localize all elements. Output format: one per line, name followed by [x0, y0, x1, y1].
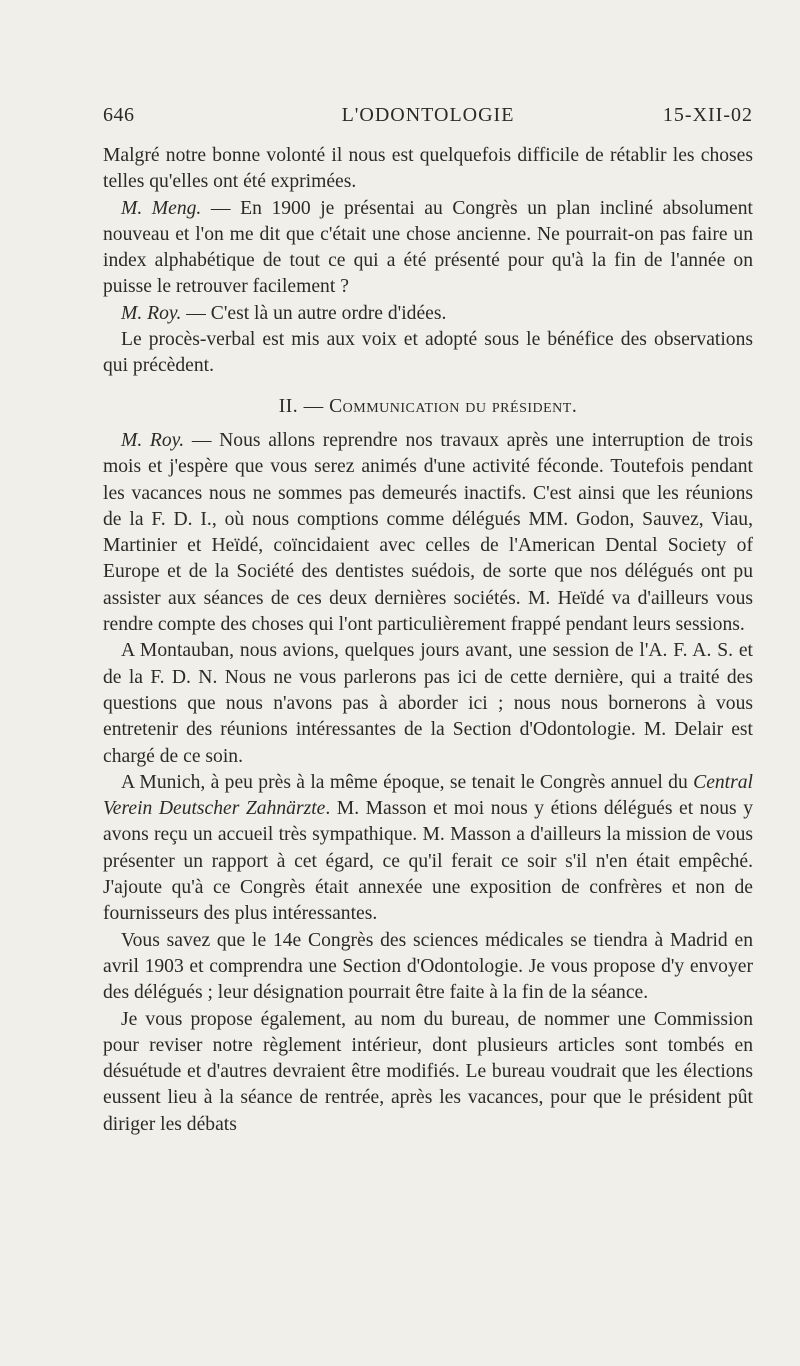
page-number: 646 — [103, 104, 135, 126]
speaker-name: M. Roy. — [121, 302, 182, 324]
speech-text: — C'est là un autre ordre d'idées. — [181, 302, 447, 324]
paragraph: Malgré notre bonne volonté il nous est quelquefois difficile de rétablir les choses telles qu'elles ont été exprimées. — [103, 145, 753, 193]
speaker-name: M. Roy. — [121, 429, 185, 451]
paragraph — [103, 770, 753, 928]
issue-date: 15-XII-02 — [662, 104, 753, 126]
paragraph — [103, 301, 753, 327]
organization-name: Central Verein Deutscher Zahnärzte — [103, 771, 753, 820]
paragraph: Vous savez que le 14e Congrès des sciences médicales se tiendra à Madrid en avril 1903 et comprendra une Section d'Odontologie. Je vous propose d'y envoyer des délégués ; leur désignation pourrait être faite à la fin de la séance. — [103, 929, 753, 1004]
paragraph: Je vous propose également, au nom du bureau, de nommer une Commission pour reviser notre règlement intérieur, dont plusieurs articles sont tombés en désuétude et d'autres devraient être modifiés. Le bureau voudrait que les élections eussent lieu à la séance de rentrée, après les vacances, pour que le président pût diriger les débats — [103, 1008, 753, 1135]
text-run: . M. Masson et moi nous y étions délégués et nous y avons reçu un accueil très sympathique. M. Masson a d'ailleurs la mission de vous présenter un rapport à cet égard, ce qu'il ferait ce soir s'il n'en était empêché. J'ajoute qu'à ce Congrès était annexée une exposition de confrères et non de fournisseurs des plus intéressantes. — [103, 798, 753, 925]
speech-text: — En 1900 je présentai au Congrès un plan incliné absolument nouveau et l'on me dit que c'était une chose ancienne. Ne pourrait-on pas faire un index alphabétique de tout ce qui a été présenté pour qu'à la fin de l'année on puisse le retrouver facilement ? — [103, 197, 753, 298]
text-run: A Munich, à peu près à la même époque, se tenait le Congrès annuel du — [121, 771, 694, 793]
paragraph — [103, 428, 753, 638]
speech-text: — Nous allons reprendre nos travaux après une interruption de trois mois et j'espère que vous serez animés d'une activité féconde. Toutefois pendant les vacances nous ne sommes pas demeurés inactifs. C'est ainsi que les réunions de la F. D. I., où nous comptions comme délégués MM. Godon, Sauvez, Viau, Martinier et Heïdé, coïncidaient avec celles de l'American Dental Society of Europe et de la Société des dentistes suédois, de sorte que nos délégués ont pu assister aux séances de ces deux dernières sociétés. M. Heïdé va d'ailleurs vous rendre compte des choses qui l'ont particulièrement frappé pendant leurs sessions. — [103, 429, 753, 636]
running-title: L'ODONTOLOGIE — [341, 104, 515, 126]
section-number: II. — — [278, 395, 330, 417]
speaker-name: M. Meng. — [121, 197, 202, 219]
paragraph — [103, 196, 753, 301]
section-heading — [103, 394, 753, 420]
running-header — [103, 104, 753, 132]
paragraph: Le procès-verbal est mis aux voix et adopté sous le bénéfice des observations qui précèdent. — [103, 329, 753, 377]
paragraph: A Montauban, nous avions, quelques jours avant, une session de l'A. F. A. S. et de la F. D. N. Nous ne vous parlerons pas ici de cette dernière, qui a traité des questions que nous n'avons pas à aborder ici ; nous nous bornerons à vous entretenir des réunions intéressantes de la Section d'Odontologie. M. Delair est chargé de ce soin. — [103, 640, 753, 767]
body-text — [103, 143, 753, 1138]
section-title: Communication du président. — [329, 395, 578, 417]
